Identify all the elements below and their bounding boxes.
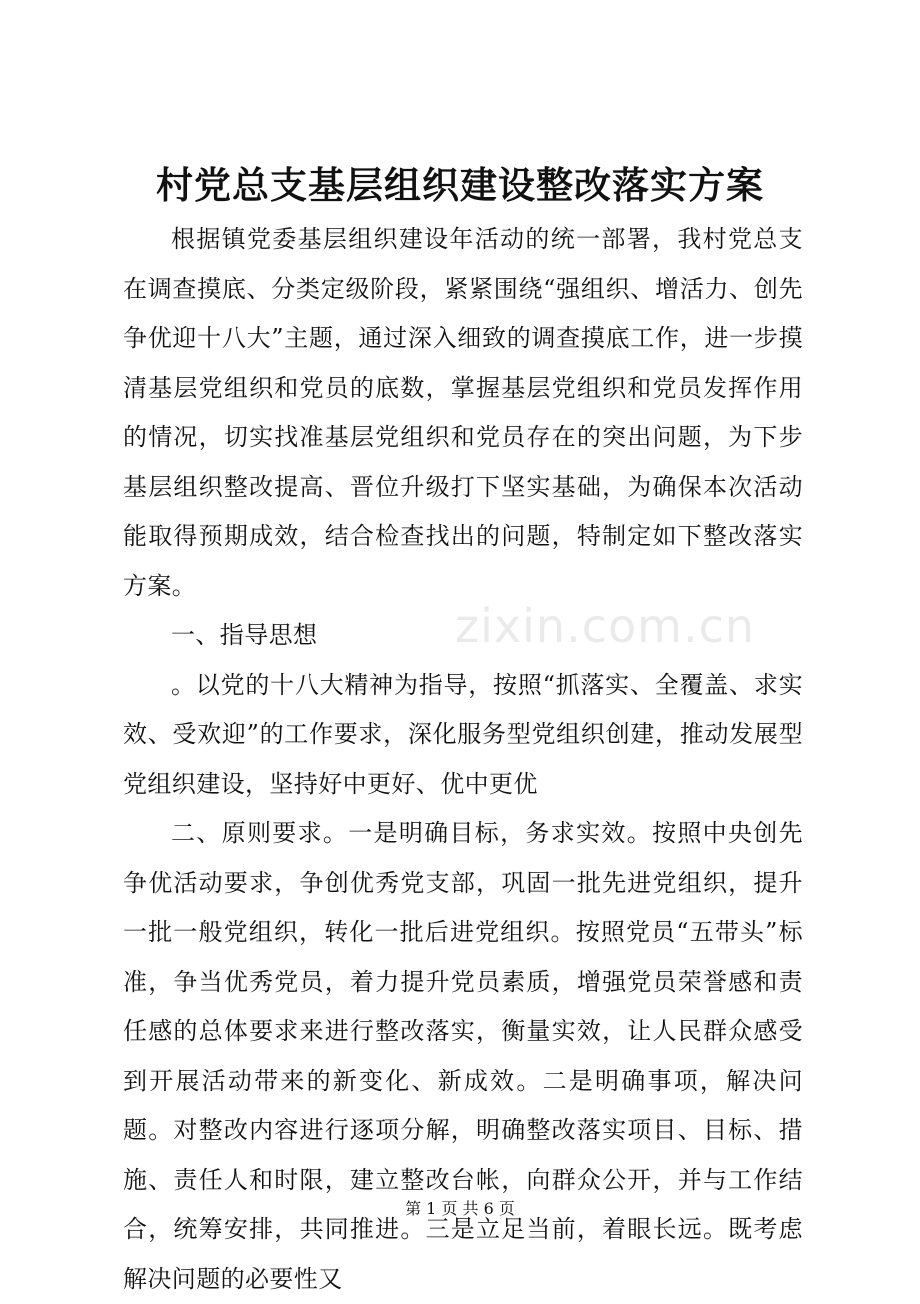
paragraph-intro: 根据镇党委基层组织建设年活动的统一部署，我村党总支在调查摸底、分类定级阶段，紧紧围绕“强组织、增活力、创先争优迎十八大”主题，通过深入细致的调查摸底工作，进一步摸清基层党组织和党员的底数，掌握基层党组织和党员发挥作用的情况，切实找准基层党组织和党员存在的突出问题，为下步基层组织整改提高、晋位升级打下坚实基础，为确保本次活动能取得预期成效，结合检查找出的问题，特制定如下整改落实方案。: [123, 225, 803, 600]
section-heading-guiding-thought: 一、指导思想: [171, 621, 318, 649]
document-title: 村党总支基层组织建设整改落实方案: [156, 164, 764, 207]
page-footer: 第 1 页 共 6 页: [405, 1199, 515, 1218]
paragraph-guiding-thought: 。以党的十八大精神为指导，按照“抓落实、全覆盖、求实效、受欢迎”的工作要求，深化服务型党组织创建，推动发展型党组织建设，坚持好中更好、优中更优: [123, 670, 803, 798]
document-body: [123, 215, 803, 1304]
watermark: zixin.com.cn: [455, 599, 756, 653]
paragraph-principles: 二、原则要求。一是明确目标，务求实效。按照中央创先争优活动要求，争创优秀党支部，巩固一批先进党组织，提升一批一般党组织，转化一批后进党组织。按照党员“五带头”标准，争当优秀党员，着力提升党员素质，增强党员荣誉感和责任感的总体要求来进行整改落实，衡量实效，让人民群众感受到开展活动带来的新变化、新成效。二是明确事项，解决问题。对整改内容进行逐项分解，明确整改落实项目、目标、措施、责任人和时限，建立整改台帐，向群众公开，并与工作结合，统筹安排，共同推进。三是立足当前，着眼长远。既考虑解决问题的必要性又: [123, 819, 803, 1293]
